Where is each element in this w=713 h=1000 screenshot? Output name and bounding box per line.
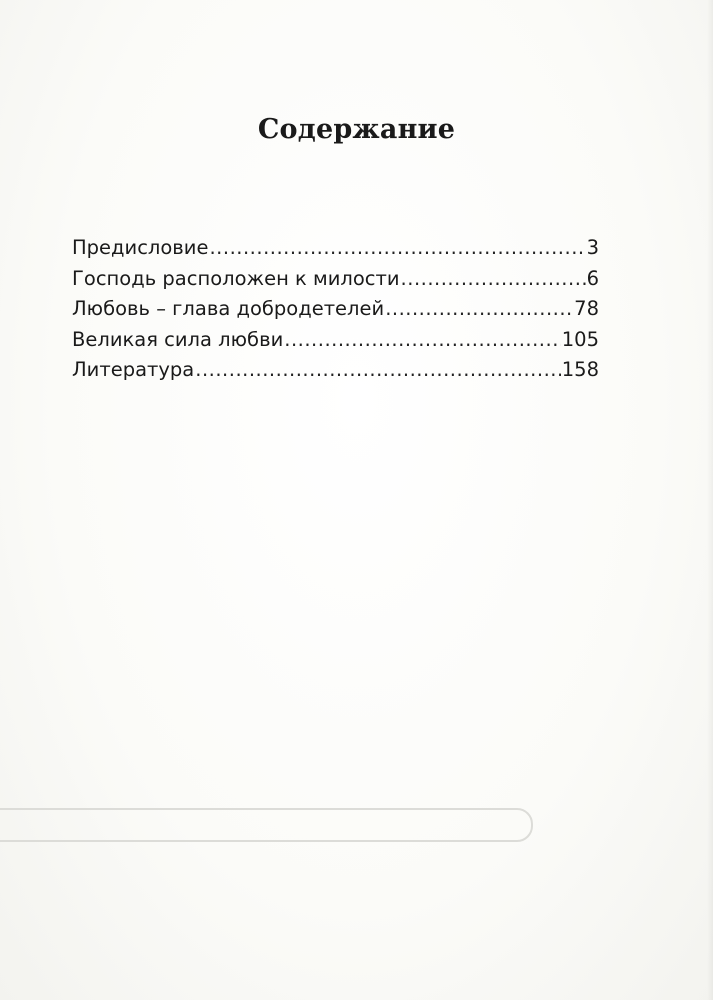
toc-entry bbox=[72, 267, 599, 298]
toc-entry-label: Великая сила любви bbox=[72, 327, 284, 351]
toc-entry-page: 3 bbox=[586, 236, 599, 259]
toc-leader-dots bbox=[284, 328, 561, 351]
toc-leader-dots bbox=[209, 236, 585, 259]
toc-entry bbox=[72, 236, 599, 267]
toc-entry bbox=[72, 328, 599, 359]
toc-entry bbox=[72, 358, 599, 389]
toc-leader-dots bbox=[401, 267, 586, 290]
toc-entry bbox=[72, 297, 599, 328]
toc-entry-label: Предисловие bbox=[72, 236, 209, 259]
toc-entry-page: 105 bbox=[561, 327, 599, 351]
page-title: Содержание bbox=[257, 114, 456, 145]
toc-entry-label: Литература bbox=[72, 358, 195, 381]
toc-leader-dots bbox=[385, 297, 573, 320]
toc-entry-label: Любовь – глава добродетелей bbox=[72, 297, 385, 320]
toc-leader-dots bbox=[195, 358, 561, 381]
bleed-through-oval bbox=[0, 808, 533, 842]
toc-entry-page: 78 bbox=[574, 297, 599, 320]
toc-entry-page: 158 bbox=[561, 358, 599, 381]
page-edge-shadow bbox=[707, 0, 713, 1000]
toc-entry-label: Господь расположен к милости bbox=[72, 266, 400, 290]
toc-entry-page: 6 bbox=[586, 266, 599, 290]
table-of-contents bbox=[72, 236, 599, 389]
